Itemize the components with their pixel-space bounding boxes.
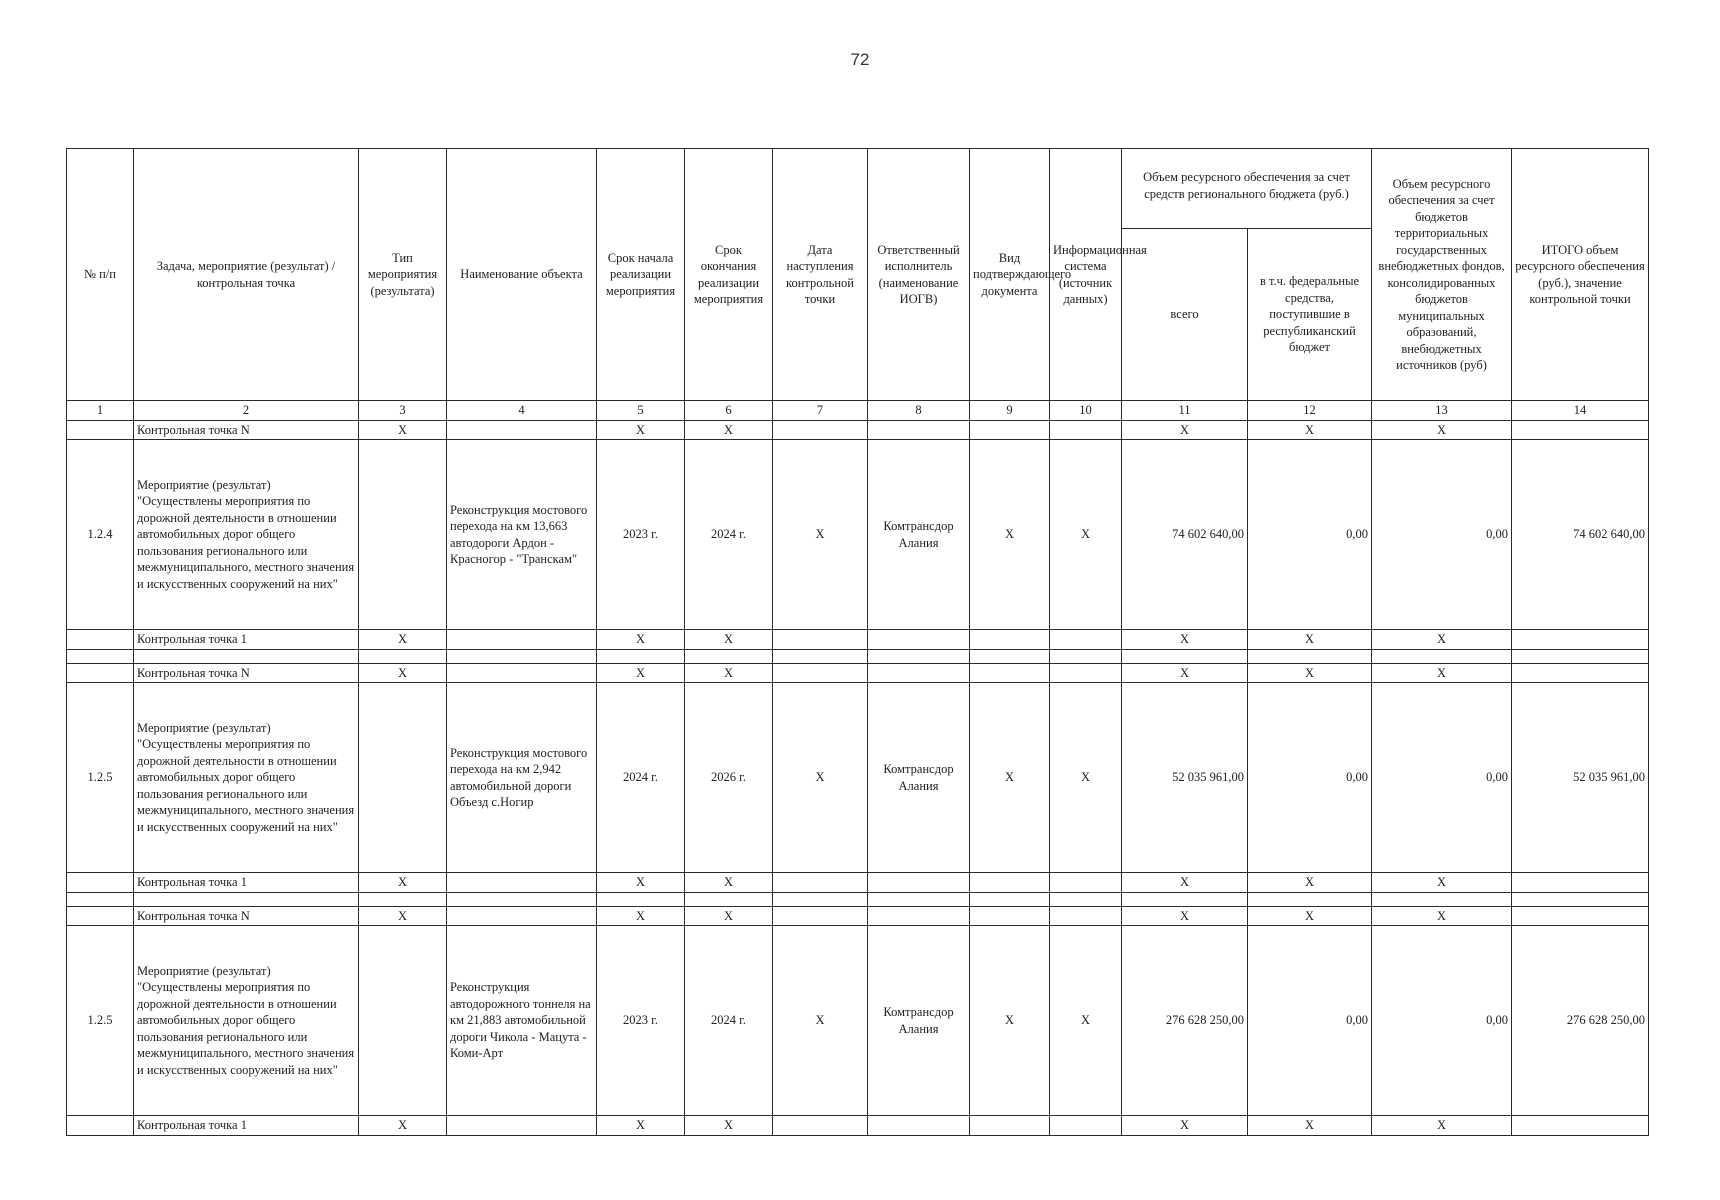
mark: X <box>1122 420 1248 440</box>
mark: X <box>1248 873 1372 893</box>
mark: X <box>685 663 773 683</box>
mark: X <box>1372 906 1512 926</box>
mark: X <box>1122 663 1248 683</box>
event-task: Мероприятие (результат) "Осуществлены мероприятия по дорожной деятельности в отношении автомобильных дорог общего пользования регионального или межмуниципального, местного значения и искусственных сооружений на них" <box>134 926 359 1116</box>
event-doc: X <box>970 683 1050 873</box>
mark: X <box>359 873 447 893</box>
header-start: Срок начала реализации мероприятия <box>597 149 685 401</box>
event-info: X <box>1050 440 1122 630</box>
header-regional-group: Объем ресурсного обеспечения за счет средств регионального бюджета (руб.) <box>1122 149 1372 229</box>
event-date: X <box>773 440 868 630</box>
event-task: Мероприятие (результат) "Осуществлены мероприятия по дорожной деятельности в отношении автомобильных дорог общего пользования регионального или межмуниципального, местного значения и искусственных сооружений на них" <box>134 440 359 630</box>
checkpoint-row <box>67 1116 1649 1136</box>
column-number: 10 <box>1050 401 1122 421</box>
event-number: 1.2.5 <box>67 683 134 873</box>
checkpoint-name: Контрольная точка 1 <box>134 630 359 650</box>
event-federal: 0,00 <box>1248 440 1372 630</box>
column-number: 3 <box>359 401 447 421</box>
column-number: 11 <box>1122 401 1248 421</box>
blank-row <box>67 892 1649 906</box>
event-territorial: 0,00 <box>1372 440 1512 630</box>
column-number: 8 <box>868 401 970 421</box>
event-territorial: 0,00 <box>1372 683 1512 873</box>
mark: X <box>1248 1116 1372 1136</box>
event-task: Мероприятие (результат) "Осуществлены мероприятия по дорожной деятельности в отношении автомобильных дорог общего пользования регионального или межмуниципального, местного значения и искусственных сооружений на них" <box>134 683 359 873</box>
mark: X <box>597 873 685 893</box>
event-itogo: 276 628 250,00 <box>1512 926 1649 1116</box>
mark: X <box>597 1116 685 1136</box>
event-doc: X <box>970 440 1050 630</box>
checkpoint-row <box>67 420 1649 440</box>
column-number: 2 <box>134 401 359 421</box>
event-executor: Комтрансдор Алания <box>868 683 970 873</box>
event-start: 2023 г. <box>597 926 685 1116</box>
mark: X <box>359 420 447 440</box>
event-territorial: 0,00 <box>1372 926 1512 1116</box>
mark: X <box>685 1116 773 1136</box>
header-no: № п/п <box>67 149 134 401</box>
checkpoint-name: Контрольная точка 1 <box>134 873 359 893</box>
mark: X <box>1248 906 1372 926</box>
column-number: 7 <box>773 401 868 421</box>
event-row <box>67 683 1649 873</box>
checkpoint-name: Контрольная точка 1 <box>134 1116 359 1136</box>
column-number: 14 <box>1512 401 1649 421</box>
mark: X <box>685 630 773 650</box>
event-doc: X <box>970 926 1050 1116</box>
mark: X <box>1122 906 1248 926</box>
header-total: всего <box>1122 229 1248 401</box>
header-territorial: Объем ресурсного обеспечения за счет бюджетов территориальных государственных внебюджетных фондов, консолидированных бюджетов муниципальных образований, внебюджетных источников (руб) <box>1372 149 1512 401</box>
header-itogo: ИТОГО объем ресурсного обеспечения (руб.), значение контрольной точки <box>1512 149 1649 401</box>
checkpoint-row <box>67 906 1649 926</box>
column-number-row <box>67 401 1649 421</box>
event-date: X <box>773 926 868 1116</box>
checkpoint-name: Контрольная точка N <box>134 906 359 926</box>
event-end: 2026 г. <box>685 683 773 873</box>
header-executor: Ответственный исполнитель (наименование ИОГВ) <box>868 149 970 401</box>
event-info: X <box>1050 926 1122 1116</box>
mark: X <box>359 630 447 650</box>
event-itogo: 74 602 640,00 <box>1512 440 1649 630</box>
mark: X <box>1372 873 1512 893</box>
mark: X <box>1248 663 1372 683</box>
header-end: Срок окончания реализации мероприятия <box>685 149 773 401</box>
header-doc: Вид подтверждающего документа <box>970 149 1050 401</box>
header-task: Задача, мероприятие (результат) / контрольная точка <box>134 149 359 401</box>
event-start: 2024 г. <box>597 683 685 873</box>
header-info: Информационная система (источник данных) <box>1050 149 1122 401</box>
column-number: 6 <box>685 401 773 421</box>
event-info: X <box>1050 683 1122 873</box>
mark: X <box>359 906 447 926</box>
resource-table <box>66 148 1649 1136</box>
mark: X <box>597 663 685 683</box>
mark: X <box>1122 873 1248 893</box>
mark: X <box>597 630 685 650</box>
event-end: 2024 г. <box>685 926 773 1116</box>
header-object: Наименование объекта <box>447 149 597 401</box>
event-row <box>67 440 1649 630</box>
event-executor: Комтрансдор Алания <box>868 440 970 630</box>
checkpoint-row <box>67 873 1649 893</box>
checkpoint-name: Контрольная точка N <box>134 420 359 440</box>
mark: X <box>597 906 685 926</box>
mark: X <box>685 420 773 440</box>
column-number: 12 <box>1248 401 1372 421</box>
mark: X <box>1122 1116 1248 1136</box>
event-total: 74 602 640,00 <box>1122 440 1248 630</box>
page-number: 72 <box>850 50 870 69</box>
event-number: 1.2.5 <box>67 926 134 1116</box>
event-object: Реконструкция автодорожного тоннеля на км 21,883 автомобильной дороги Чикола - Мацута - Коми-Арт <box>447 926 597 1116</box>
mark: X <box>1372 630 1512 650</box>
event-federal: 0,00 <box>1248 926 1372 1116</box>
mark: X <box>597 420 685 440</box>
header-federal: в т.ч. федеральные средства, поступившие в республиканский бюджет <box>1248 229 1372 401</box>
mark: X <box>1122 630 1248 650</box>
event-start: 2023 г. <box>597 440 685 630</box>
column-number: 9 <box>970 401 1050 421</box>
mark: X <box>1372 420 1512 440</box>
mark: X <box>1372 1116 1512 1136</box>
mark: X <box>359 663 447 683</box>
header-date: Дата наступления контрольной точки <box>773 149 868 401</box>
mark: X <box>359 1116 447 1136</box>
event-executor: Комтрансдор Алания <box>868 926 970 1116</box>
column-number: 1 <box>67 401 134 421</box>
event-total: 276 628 250,00 <box>1122 926 1248 1116</box>
blank-row <box>67 649 1649 663</box>
mark: X <box>1248 420 1372 440</box>
column-number: 13 <box>1372 401 1512 421</box>
event-row <box>67 926 1649 1116</box>
event-date: X <box>773 683 868 873</box>
header-type: Тип мероприятия (результата) <box>359 149 447 401</box>
column-number: 4 <box>447 401 597 421</box>
event-itogo: 52 035 961,00 <box>1512 683 1649 873</box>
event-total: 52 035 961,00 <box>1122 683 1248 873</box>
event-federal: 0,00 <box>1248 683 1372 873</box>
event-object: Реконструкция мостового перехода на км 13,663 автодороги Ардон - Красногор - "Транскам" <box>447 440 597 630</box>
checkpoint-row <box>67 630 1649 650</box>
mark: X <box>1248 630 1372 650</box>
column-number: 5 <box>597 401 685 421</box>
mark: X <box>1372 663 1512 683</box>
event-number: 1.2.4 <box>67 440 134 630</box>
mark: X <box>685 873 773 893</box>
checkpoint-row <box>67 663 1649 683</box>
mark: X <box>685 906 773 926</box>
event-object: Реконструкция мостового перехода на км 2,942 автомобильной дороги Объезд с.Ногир <box>447 683 597 873</box>
checkpoint-name: Контрольная точка N <box>134 663 359 683</box>
event-end: 2024 г. <box>685 440 773 630</box>
